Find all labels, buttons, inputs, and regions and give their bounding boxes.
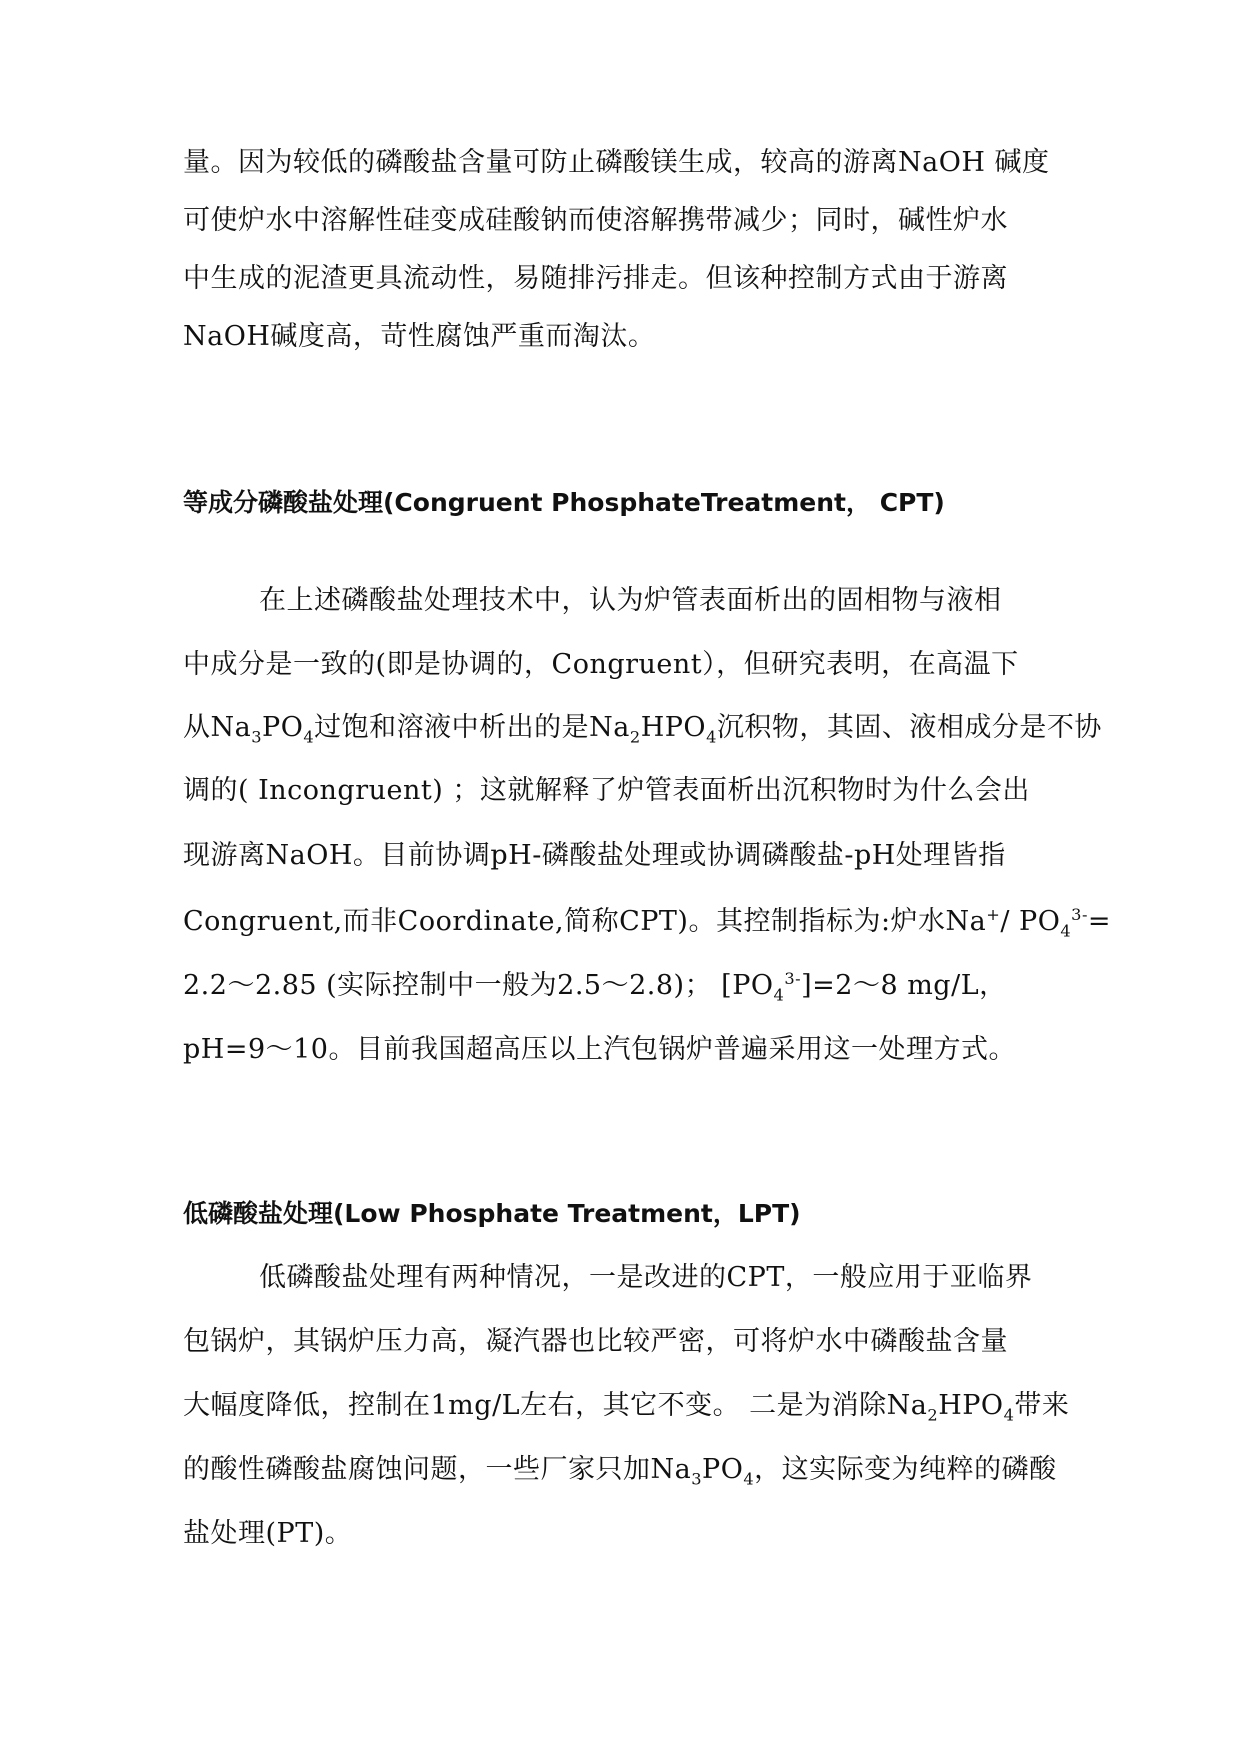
paragraph-line: 调的( Incongruent) ；这就解释了炉管表面析出沉积物时为什么会出	[183, 775, 1030, 806]
paragraph-line: 盐处理(PT)。	[183, 1518, 353, 1549]
paragraph-line: pH=9～10。目前我国超高压以上汽包锅炉普遍采用这一处理方式。	[183, 1034, 1016, 1065]
section-heading-cpt: 等成分磷酸盐处理(Congruent PhosphateTreatment， CPT)	[183, 488, 945, 517]
paragraph-line: 的酸性磷酸盐腐蚀问题，一些厂家只加$Na_3PO_4$，这实际变为纯粹的磷酸	[183, 1454, 1057, 1489]
paragraph-line: 低磷酸盐处理有两种情况，一是改进的CPT，一般应用于亚临界	[259, 1262, 1033, 1293]
paragraph-line: Congruent,而非Coordinate,简称CPT)。其控制指标为:炉水Na+/ $PO_4^{3-}=$	[183, 905, 1112, 941]
paragraph-line: 大幅度降低，控制在1mg/L左右，其它不变。 二是为消除$Na_2HPO_4$带来	[183, 1390, 1070, 1425]
paragraph-line: 中生成的泥渣更具流动性，易随排污排走。但该种控制方式由于游离	[183, 263, 1008, 294]
paragraph-line: 可使炉水中溶解性硅变成硅酸钠而使溶解携带减少；同时，碱性炉水	[183, 205, 1008, 236]
paragraph-line: 包锅炉，其锅炉压力高，凝汽器也比较严密，可将炉水中磷酸盐含量	[183, 1326, 1008, 1357]
paragraph-line: 中成分是一致的(即是协调的，Congruent），但研究表明，在高温下	[183, 649, 1019, 680]
paragraph-line: NaOH碱度高，苛性腐蚀严重而淘汰。	[183, 321, 656, 352]
paragraph-line: 在上述磷酸盐处理技术中，认为炉管表面析出的固相物与液相	[259, 585, 1002, 616]
paragraph-line: 2.2～2.85 (实际控制中一般为2.5～2.8)； $[PO_4^{3-}]=2\sim 8$ mg/L，	[183, 969, 1007, 1005]
paragraph-line: 从$Na_3PO_4$过饱和溶液中析出的是$Na_2HPO_4$沉积物，其固、液相成分是不协	[183, 712, 1102, 747]
section-heading-lpt: 低磷酸盐处理(Low Phosphate Treatment，LPT)	[183, 1199, 801, 1228]
paragraph-line: 量。因为较低的磷酸盐含量可防止磷酸镁生成，较高的游离NaOH 碱度	[183, 147, 1050, 178]
paragraph-line: 现游离NaOH。目前协调pH-磷酸盐处理或协调磷酸盐-pH处理皆指	[183, 840, 1006, 871]
